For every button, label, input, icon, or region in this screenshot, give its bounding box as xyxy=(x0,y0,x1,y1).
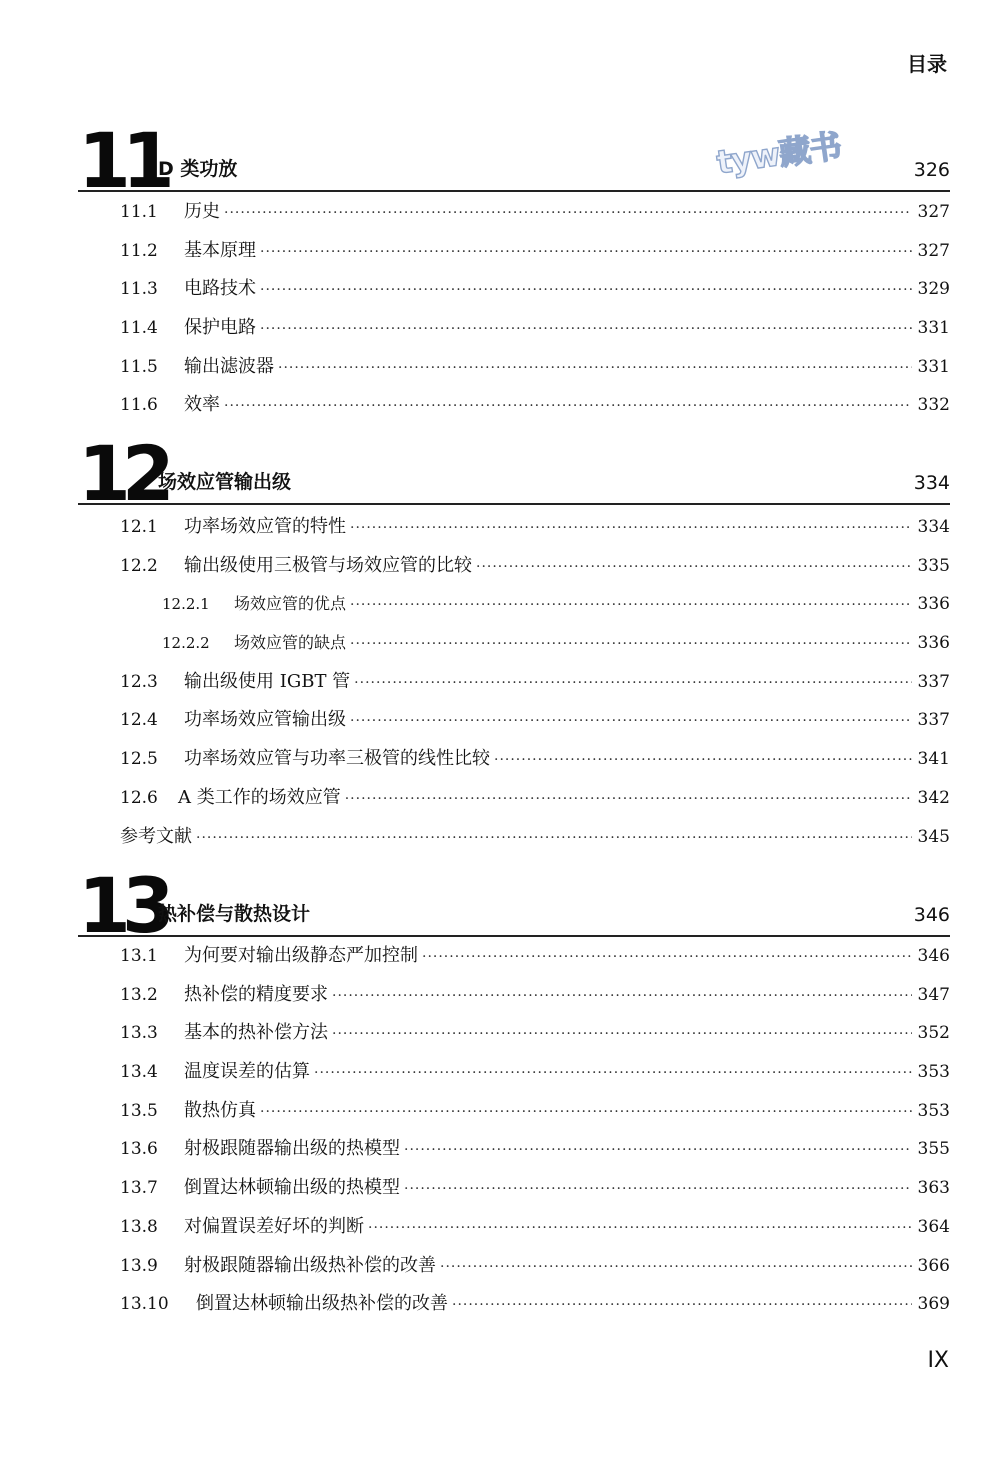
dot-leader xyxy=(260,233,912,272)
dot-leader xyxy=(260,271,912,310)
dot-leader xyxy=(368,1209,912,1248)
dot-leader xyxy=(224,194,912,233)
entry-title: 对偏置误差好坏的判断 xyxy=(184,1215,364,1237)
running-header: 目录 xyxy=(907,52,947,76)
entry-title: 基本的热补偿方法 xyxy=(184,1022,328,1044)
toc-entry[interactable] xyxy=(120,976,950,1015)
dot-leader xyxy=(314,1054,912,1093)
toc-entry[interactable] xyxy=(120,1053,950,1092)
entry-title: 电路技术 xyxy=(184,278,256,300)
toc-entry[interactable] xyxy=(120,1247,950,1286)
chapter-title: 热补偿与散热设计 xyxy=(158,903,311,925)
chapter-title: D 类功放 xyxy=(158,158,238,180)
entry-page: 352 xyxy=(917,1023,950,1044)
entry-number: 11.3 xyxy=(120,279,158,300)
entry-page: 335 xyxy=(917,555,950,576)
toc-entry[interactable] xyxy=(120,663,950,702)
toc-entry[interactable] xyxy=(120,1285,950,1324)
entry-number: 12.5 xyxy=(120,749,158,770)
entry-title: 输出级使用三极管与场效应管的比较 xyxy=(184,554,472,576)
entry-title: 射极跟随器输出级的热模型 xyxy=(184,1138,400,1160)
entry-page: 364 xyxy=(917,1216,950,1237)
chapter-page: 326 xyxy=(913,159,950,181)
toc-entry[interactable] xyxy=(120,1169,950,1208)
entry-page: 327 xyxy=(917,202,950,222)
toc-entry[interactable] xyxy=(120,1092,950,1131)
toc-entry[interactable] xyxy=(120,701,950,740)
entry-number: 11.1 xyxy=(120,202,158,222)
entry-number: 11.5 xyxy=(120,356,158,377)
entry-title: 效率 xyxy=(184,394,220,416)
dot-leader xyxy=(350,702,912,741)
entry-page: 353 xyxy=(917,1100,950,1121)
entry-title: 热补偿的精度要求 xyxy=(184,983,328,1005)
toc-entry[interactable] xyxy=(120,1014,950,1053)
toc-entry[interactable] xyxy=(120,937,950,976)
entry-title: 温度误差的估算 xyxy=(184,1061,310,1083)
dot-leader xyxy=(260,1093,912,1132)
entry-number: 13.4 xyxy=(120,1062,158,1083)
chapter-number: 13 xyxy=(78,861,166,950)
entry-page: 331 xyxy=(917,318,950,339)
dot-leader xyxy=(350,586,912,625)
entry-number: 12.2 xyxy=(120,555,158,576)
entry-page: 369 xyxy=(917,1294,950,1315)
entry-title: 历史 xyxy=(184,201,220,222)
entry-number: 12.1 xyxy=(120,517,158,537)
entry-page: 341 xyxy=(917,749,950,770)
dot-leader xyxy=(404,1131,912,1170)
entry-number: 13.6 xyxy=(120,1139,158,1160)
chapter-page: 334 xyxy=(913,472,950,494)
entry-page: 336 xyxy=(917,594,950,615)
entry-number: 13.3 xyxy=(120,1023,158,1044)
toc-entry[interactable] xyxy=(120,193,950,232)
entry-page: 337 xyxy=(917,671,950,692)
dot-leader xyxy=(494,741,912,780)
entry-page: 329 xyxy=(917,279,950,300)
toc-entry[interactable] xyxy=(120,348,950,387)
chapter-page: 346 xyxy=(913,904,950,926)
dot-leader xyxy=(260,310,912,349)
entry-page: 346 xyxy=(917,946,950,966)
chapter-12-entries xyxy=(120,508,950,856)
toc-entry[interactable] xyxy=(120,270,950,309)
dot-leader xyxy=(452,1286,912,1325)
entry-number: 12.6 xyxy=(120,787,158,808)
toc-entry[interactable] xyxy=(120,508,950,547)
dot-leader xyxy=(332,977,912,1016)
dot-leader xyxy=(350,509,912,548)
toc-entry[interactable] xyxy=(120,547,950,586)
entry-number: 12.2.2 xyxy=(162,634,210,653)
dot-leader xyxy=(440,1248,912,1287)
entry-number: 13.10 xyxy=(120,1294,169,1315)
watermark-stamp: tyw藏书 xyxy=(714,126,844,182)
entry-title: 参考文献 xyxy=(120,825,192,847)
toc-entry[interactable] xyxy=(120,1130,950,1169)
toc-entry[interactable] xyxy=(120,779,950,818)
entry-page: 331 xyxy=(917,356,950,377)
entry-page: 342 xyxy=(917,787,950,808)
chapter-13-entries xyxy=(120,937,950,1324)
dot-leader xyxy=(196,819,912,858)
toc-entry[interactable] xyxy=(120,386,950,425)
dot-leader xyxy=(278,349,912,388)
entry-number: 11.4 xyxy=(120,318,158,339)
entry-page: 327 xyxy=(917,240,950,261)
entry-title: 倒置达林顿输出级的热模型 xyxy=(184,1177,400,1199)
entry-page: 363 xyxy=(917,1178,950,1199)
entry-title: 输出级使用 IGBT 管 xyxy=(184,670,351,692)
entry-title: A 类工作的场效应管 xyxy=(178,786,341,808)
dot-leader xyxy=(332,1015,912,1054)
chapter-title: 场效应管输出级 xyxy=(158,471,292,493)
entry-title: 输出滤波器 xyxy=(184,355,274,377)
entry-number: 13.7 xyxy=(120,1178,158,1199)
chapter-12-heading xyxy=(78,429,950,518)
entry-title: 保护电路 xyxy=(184,317,256,339)
entry-number: 13.8 xyxy=(120,1216,158,1237)
entry-page: 332 xyxy=(917,395,950,416)
entry-title: 功率场效应管与功率三极管的线性比较 xyxy=(184,748,490,770)
entry-title: 场效应管的缺点 xyxy=(234,633,347,653)
entry-title: 散热仿真 xyxy=(184,1099,256,1121)
entry-number: 13.5 xyxy=(120,1100,158,1121)
entry-title: 射极跟随器输出级热补偿的改善 xyxy=(184,1254,436,1276)
dot-leader xyxy=(350,625,912,664)
toc-subentry[interactable] xyxy=(120,585,950,624)
entry-page: 347 xyxy=(917,984,950,1005)
entry-number: 13.9 xyxy=(120,1255,158,1276)
entry-page: 345 xyxy=(917,826,950,847)
entry-title: 场效应管的优点 xyxy=(234,594,347,614)
toc-entry[interactable] xyxy=(120,232,950,271)
entry-title: 功率场效应管输出级 xyxy=(184,709,346,731)
entry-page: 334 xyxy=(917,517,950,537)
toc-entry[interactable] xyxy=(120,1208,950,1247)
entry-title: 基本原理 xyxy=(184,239,256,261)
dot-leader xyxy=(404,1170,912,1209)
entry-page: 337 xyxy=(917,710,950,731)
entry-number: 13.2 xyxy=(120,984,158,1005)
toc-subentry[interactable] xyxy=(120,624,950,663)
dot-leader xyxy=(354,664,912,703)
toc-entry-references[interactable] xyxy=(120,818,950,857)
entry-page: 353 xyxy=(917,1062,950,1083)
page-folio: IX xyxy=(927,1348,949,1373)
dot-leader xyxy=(476,548,912,587)
entry-page: 366 xyxy=(917,1255,950,1276)
chapter-13-heading xyxy=(78,861,950,950)
entry-page: 355 xyxy=(917,1139,950,1160)
entry-title: 倒置达林顿输出级热补偿的改善 xyxy=(196,1293,448,1315)
entry-number: 12.3 xyxy=(120,671,158,692)
entry-title: 为何要对输出级静态严加控制 xyxy=(184,945,418,966)
entry-number: 11.6 xyxy=(120,395,158,416)
entry-number: 12.4 xyxy=(120,710,158,731)
entry-number: 13.1 xyxy=(120,946,158,966)
chapter-11-entries xyxy=(120,193,950,425)
dot-leader xyxy=(345,780,912,819)
entry-page: 336 xyxy=(917,633,950,654)
entry-number: 11.2 xyxy=(120,240,158,261)
chapter-11-heading xyxy=(78,116,950,205)
toc-entry[interactable] xyxy=(120,309,950,348)
chapter-number: 12 xyxy=(78,429,166,518)
chapter-number: 11 xyxy=(78,116,166,205)
dot-leader xyxy=(422,938,912,977)
toc-entry[interactable] xyxy=(120,740,950,779)
entry-number: 12.2.1 xyxy=(162,595,210,614)
dot-leader xyxy=(224,387,912,426)
entry-title: 功率场效应管的特性 xyxy=(184,516,346,537)
